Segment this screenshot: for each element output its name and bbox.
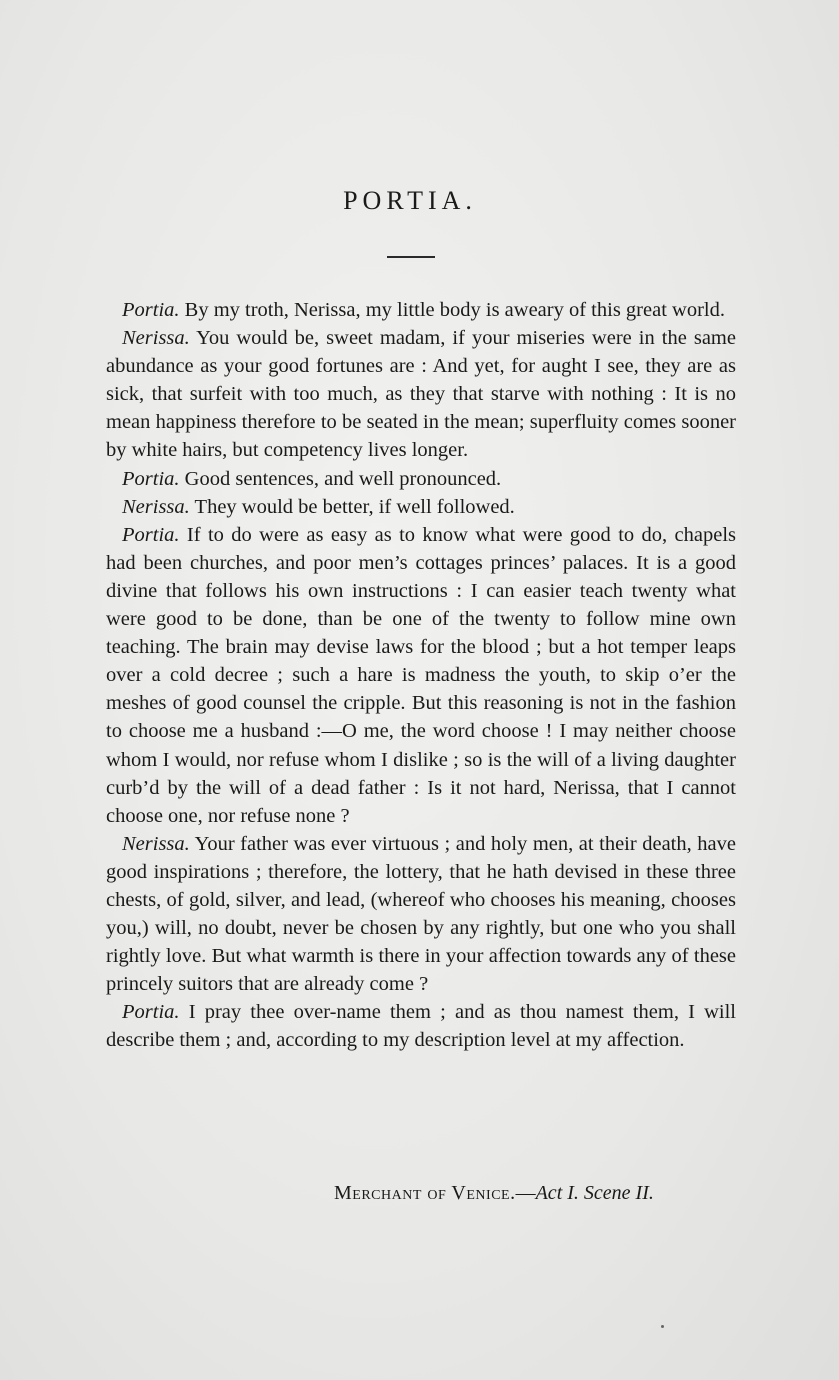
dialogue-paragraph [106,296,736,324]
speech-text: By my troth, Nerissa, my little body is aweary of this great world. [184,299,725,321]
speech-text: They would be better, if well followed. [194,495,515,518]
dialogue-paragraph [106,998,736,1054]
dialogue-paragraph [106,493,736,521]
speaker-name: Nerissa. [122,495,190,518]
dialogue-paragraph [106,830,736,999]
speaker-name: Portia. [122,1001,180,1024]
source-act-scene: Act I. Scene II. [535,1182,654,1204]
speaker-name: Portia. [122,467,180,490]
speech-text: Good sentences, and well pronounced. [184,467,502,490]
source-dash: — [515,1182,536,1204]
speech-text: I pray thee over-name them ; and as thou namest them, I will describe them ; and, according to my description level at my affection. [106,1001,737,1052]
speech-text: Your father was ever virtuous ; and holy men, at their death, have good inspirations ; therefore, the lottery, that he hath devised in these three chests, of gold, silver, and lead, (whereof who chooses his meaning, chooses you,) will, no doubt, never be chosen by any rightly, but one who you shall rightly love. But what warmth is there in your affection towards any of these princely suitors that are already come ? [106,832,736,996]
speaker-name: Portia. [122,299,180,321]
speech-text: You would be, sweet madam, if your miseries were in the same abundance as your good fortunes are : And yet, for aught I see, they are as sick, that surfeit with too much, as they that starve with nothing : It is no mean happiness therefore to be seated in the mean; superfluity comes sooner by white hairs, but competency lives longer. [106,327,736,462]
speaker-name: Nerissa. [122,327,190,350]
dialogue-paragraph [106,465,736,493]
page-title: PORTIA. [343,186,477,215]
dialogue-text [106,296,736,1055]
speech-text: If to do were as easy as to know what were good to do, chapels had been churches, and poor men’s cottages princes’ palaces. It is a good divine that follows his own instructions : I can easier teach twenty what were good to be done, than be one of the twenty to follow mine own teaching. The brain may devise laws for the blood ; but a hot temper leaps over a cold decree ; such a hare is madness the youth, to skip o’er the meshes of good counsel the cripple. But this reasoning is not in the fashion to choose me a husband :—O me, the word choose ! I may neither choose whom I would, nor refuse whom I dislike ; so is the will of a living daughter curb’d by the will of a dead father : Is it not hard, Nerissa, that I cannot choose one, nor refuse none ? [106,523,736,827]
paper-speck [661,1325,664,1328]
source-citation [334,1182,654,1205]
title-rule [387,256,435,258]
speaker-name: Nerissa. [122,832,190,855]
speaker-name: Portia. [122,523,180,546]
dialogue-paragraph [106,521,736,830]
dialogue-paragraph [106,324,736,464]
source-work: Merchant of Venice. [334,1182,516,1204]
